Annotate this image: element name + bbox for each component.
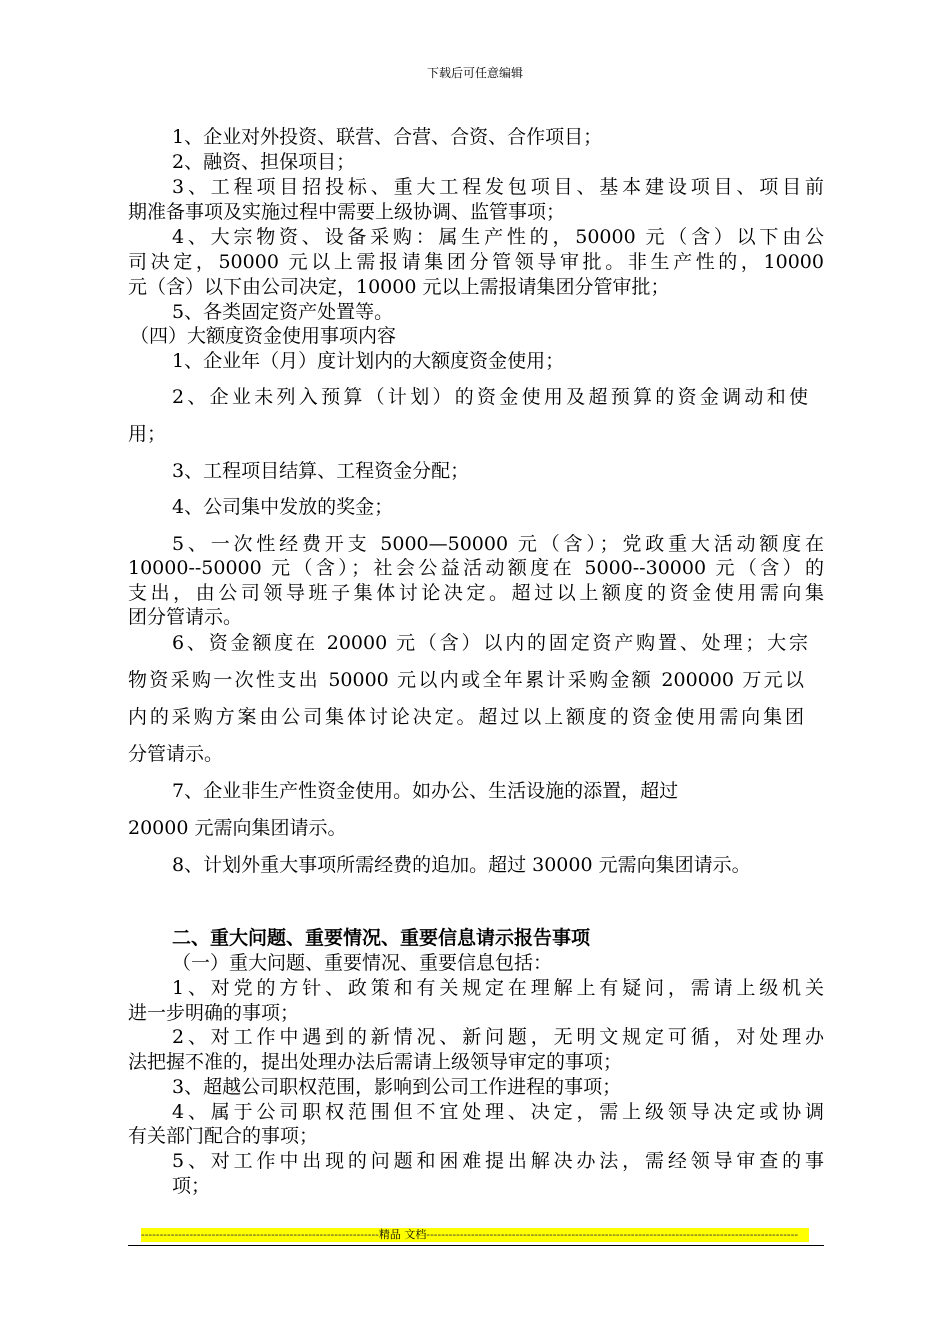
paragraph-line: 项； [172,1175,211,1197]
paragraph-line: 3、工程项目招投标、重大工程发包项目、基本建设项目、项目前 [172,176,824,198]
paragraph-line: 5、各类固定资产处置等。 [172,301,394,323]
paragraph-line: 4、属于公司职权范围但不宜处理、决定，需上级领导决定或协调 [172,1101,824,1123]
paragraph-line: 2、融资、担保项目； [172,151,356,173]
paragraph-line: 1、企业年（月）度计划内的大额度资金使用； [172,350,565,372]
paragraph-line: 6、资金额度在 20000 元（含）以内的固定资产购置、处理；大宗 [172,632,808,654]
paragraph-line: 有关部门配合的事项； [128,1125,319,1147]
paragraph-line: 2、企业未列入预算（计划）的资金使用及超预算的资金调动和使 [172,386,808,408]
paragraph-line: 用； [128,423,167,445]
footer-banner [141,1228,809,1242]
paragraph-line: 元（含）以下由公司决定，10000 元以上需报请集团分管审批； [128,276,670,298]
paragraph-line: 1、对党的方针、政策和有关规定在理解上有疑问，需请上级机关 [172,977,824,999]
paragraph-line: 7、企业非生产性资金使用。如办公、生活设施的添置，超过 [172,780,679,802]
paragraph-line: 5、一次性经费开支 5000—50000 元（含）；党政重大活动额度在 [172,533,824,555]
paragraph-line: 5、对工作中出现的问题和困难提出解决办法，需经领导审查的事 [172,1150,824,1172]
paragraph-line: 8、计划外重大事项所需经费的追加。超过 30000 元需向集团请示。 [172,854,751,876]
paragraph-line: 物资采购一次性支出 50000 元以内或全年累计采购金额 200000 万元以 [128,669,804,691]
section-title: （四）大额度资金使用事项内容 [130,325,397,347]
footer-label: 精品 文档 [378,1228,427,1241]
paragraph-line: 2、对工作中遇到的新情况、新问题，无明文规定可循，对处理办 [172,1026,824,1048]
paragraph-line: 3、工程项目结算、工程资金分配； [172,460,470,482]
paragraph-line: 内的采购方案由公司集体讨论决定。超过以上额度的资金使用需向集团 [128,706,804,728]
paragraph-line: 4、大宗物资、设备采购：属生产性的，50000 元（含）以下由公 [172,226,824,248]
paragraph-line: 团分管请示。 [128,606,243,628]
footer-dashes: ---------------------------------------------------------------------------------------------------- [426,1228,799,1241]
page-header: 下载后可任意编辑 [426,66,523,80]
section-subtitle: （一）重大问题、重要情况、重要信息包括： [172,952,553,974]
paragraph-line: 1、企业对外投资、联营、合营、合资、合作项目； [172,126,603,148]
paragraph-line: 法把握不准的，提出处理办法后需请上级领导审定的事项； [128,1051,623,1073]
paragraph-line: 支出，由公司领导班子集体讨论决定。超过以上额度的资金使用需向集 [128,582,824,604]
paragraph-line: 20000 元需向集团请示。 [128,817,347,839]
paragraph-line: 分管请示。 [128,743,224,765]
footer-divider [128,1245,824,1246]
paragraph-line: 进一步明确的事项； [128,1002,300,1024]
paragraph-line: 期准备事项及实施过程中需要上级协调、监管事项； [128,201,566,223]
paragraph-line: 4、公司集中发放的奖金； [172,496,394,518]
paragraph-line: 司决定，50000 元以上需报请集团分管领导审批。非生产性的，10000 [128,251,824,273]
paragraph-line: 10000--50000 元（含）；社会公益活动额度在 5000--30000 元（含）的 [128,557,824,579]
footer-dashes: ---------------------------------------------------------------- [141,1228,379,1241]
section-heading: 二、重大问题、重要情况、重要信息请示报告事项 [172,927,591,949]
paragraph-line: 3、超越公司职权范围，影响到公司工作进程的事项； [172,1076,622,1098]
